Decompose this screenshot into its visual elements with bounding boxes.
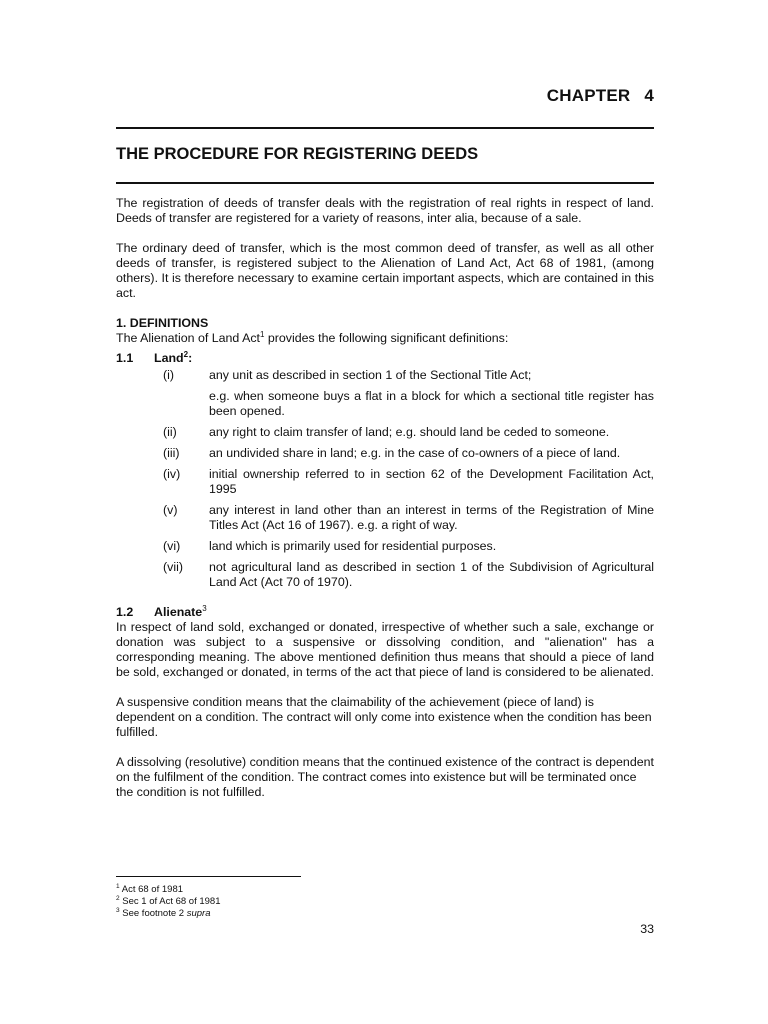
footnote-item [116, 908, 221, 920]
footnote-separator [116, 876, 301, 877]
title-bottom-rule [116, 182, 654, 184]
list-item-number: (v) [163, 503, 178, 517]
page-number: 33 [640, 922, 654, 936]
definitions-lead-text: The Alienation of Land Act [116, 331, 260, 345]
definitions-lead [116, 331, 654, 346]
list-item-text: any right to claim transfer of land; e.g. should land be ceded to someone. [209, 425, 610, 439]
land-number: 1.1 [116, 351, 134, 365]
definitions-lead-rest: provides the following significant definitions: [264, 331, 509, 345]
list-item [116, 539, 654, 554]
definitions-heading: 1. DEFINITIONS [116, 316, 209, 330]
footnote-item [116, 884, 221, 896]
alienate-paragraph-1: In respect of land sold, exchanged or donated, irrespective of whether such a sale, exchange or donation was subject to a suspensive or dissolving condition, and "alienation" has a corresponding meaning. The above mentioned definition thus means that should a piece of land be sold, exchanged or donated, in terms of the act that piece of land is considered to be alienated. [116, 620, 654, 679]
page-title: THE PROCEDURE FOR REGISTERING DEEDS [116, 145, 479, 163]
title-top-rule [116, 127, 654, 129]
footnote-text: Sec 1 of Act 68 of 1981 [119, 896, 221, 907]
intro-paragraph-2: The ordinary deed of transfer, which is the most common deed of transfer, as well as all other deeds of transfer, is registered subject to the Alienation of Land Act, Act 68 of 1981, (among others). It is therefore necessary to examine certain important aspects, which are contained in this act. [116, 241, 654, 300]
chapter-label: CHAPTER [546, 86, 631, 105]
list-item-number: (iv) [163, 467, 181, 481]
alienate-heading [116, 605, 654, 620]
footnote-mark: 3 [116, 906, 120, 914]
list-item-text: any interest in land other than an interest in terms of the Registration of Mine Titles Act (Act 16 of 1967). e.g. a right of way. [209, 503, 654, 532]
list-item-text: not agricultural land as described in section 1 of the Subdivision of Agricultural Land Act (Act 70 of 1970). [209, 560, 654, 589]
alienate-paragraph-2: A suspensive condition means that the claimability of the achievement (piece of land) is dependent on a condition. The contract will only come into existence when the condition has been fulfilled. [116, 695, 652, 739]
alienate-number: 1.2 [116, 605, 134, 619]
footnote-ref-2: 2 [183, 349, 189, 359]
footnote-text: See footnote 2 [119, 908, 187, 919]
list-item [116, 446, 654, 461]
list-item-number: (iii) [163, 446, 180, 460]
intro-paragraph-1: The registration of deeds of transfer deals with the registration of real rights in respect of land. Deeds of transfer are registered for a variety of reasons, inter alia, because of a sale. [116, 196, 654, 225]
alienate-title: Alienate [154, 605, 203, 619]
alienate-paragraph-3: A dissolving (resolutive) condition means that the continued existence of the contract is dependent on the fulfilment of the condition. The contract comes into existence but will be terminated once the condition is not fulfilled. [116, 755, 654, 799]
list-item-text: land which is primarily used for residential purposes. [209, 539, 497, 553]
list-item-number: (ii) [163, 425, 177, 439]
list-item-text: any unit as described in section 1 of the Sectional Title Act; [209, 368, 532, 382]
list-item-number: (vi) [163, 539, 181, 553]
list-item [116, 368, 654, 383]
list-item-text: an undivided share in land; e.g. in the case of co-owners of a piece of land. [209, 446, 621, 460]
land-definition-list [116, 368, 654, 590]
list-item [116, 467, 654, 497]
list-item [116, 503, 654, 533]
land-heading [116, 351, 654, 366]
chapter-number: 4 [644, 86, 654, 105]
list-item-continuation: e.g. when someone buys a flat in a block for which a sectional title register has been opened. [209, 389, 654, 418]
list-item-number: (vii) [163, 560, 183, 574]
footnote-ref-1: 1 [259, 329, 265, 339]
footnote-text: Act 68 of 1981 [119, 884, 184, 895]
land-colon: : [188, 351, 193, 365]
footnote-item [116, 896, 221, 908]
document-page [116, 0, 654, 1024]
document-body [116, 196, 654, 815]
list-item-number: (i) [163, 368, 175, 382]
list-item-text: initial ownership referred to in section 62 of the Development Facilitation Act, 1995 [209, 467, 654, 496]
footnotes [116, 884, 221, 920]
list-item [116, 560, 654, 590]
footnote-mark: 2 [116, 894, 120, 902]
chapter-heading [547, 86, 654, 106]
footnote-ref-3: 3 [202, 603, 207, 613]
footnote-italic: supra [186, 908, 211, 919]
footnote-mark: 1 [116, 882, 120, 890]
land-title: Land [154, 351, 184, 365]
list-item [116, 425, 654, 440]
